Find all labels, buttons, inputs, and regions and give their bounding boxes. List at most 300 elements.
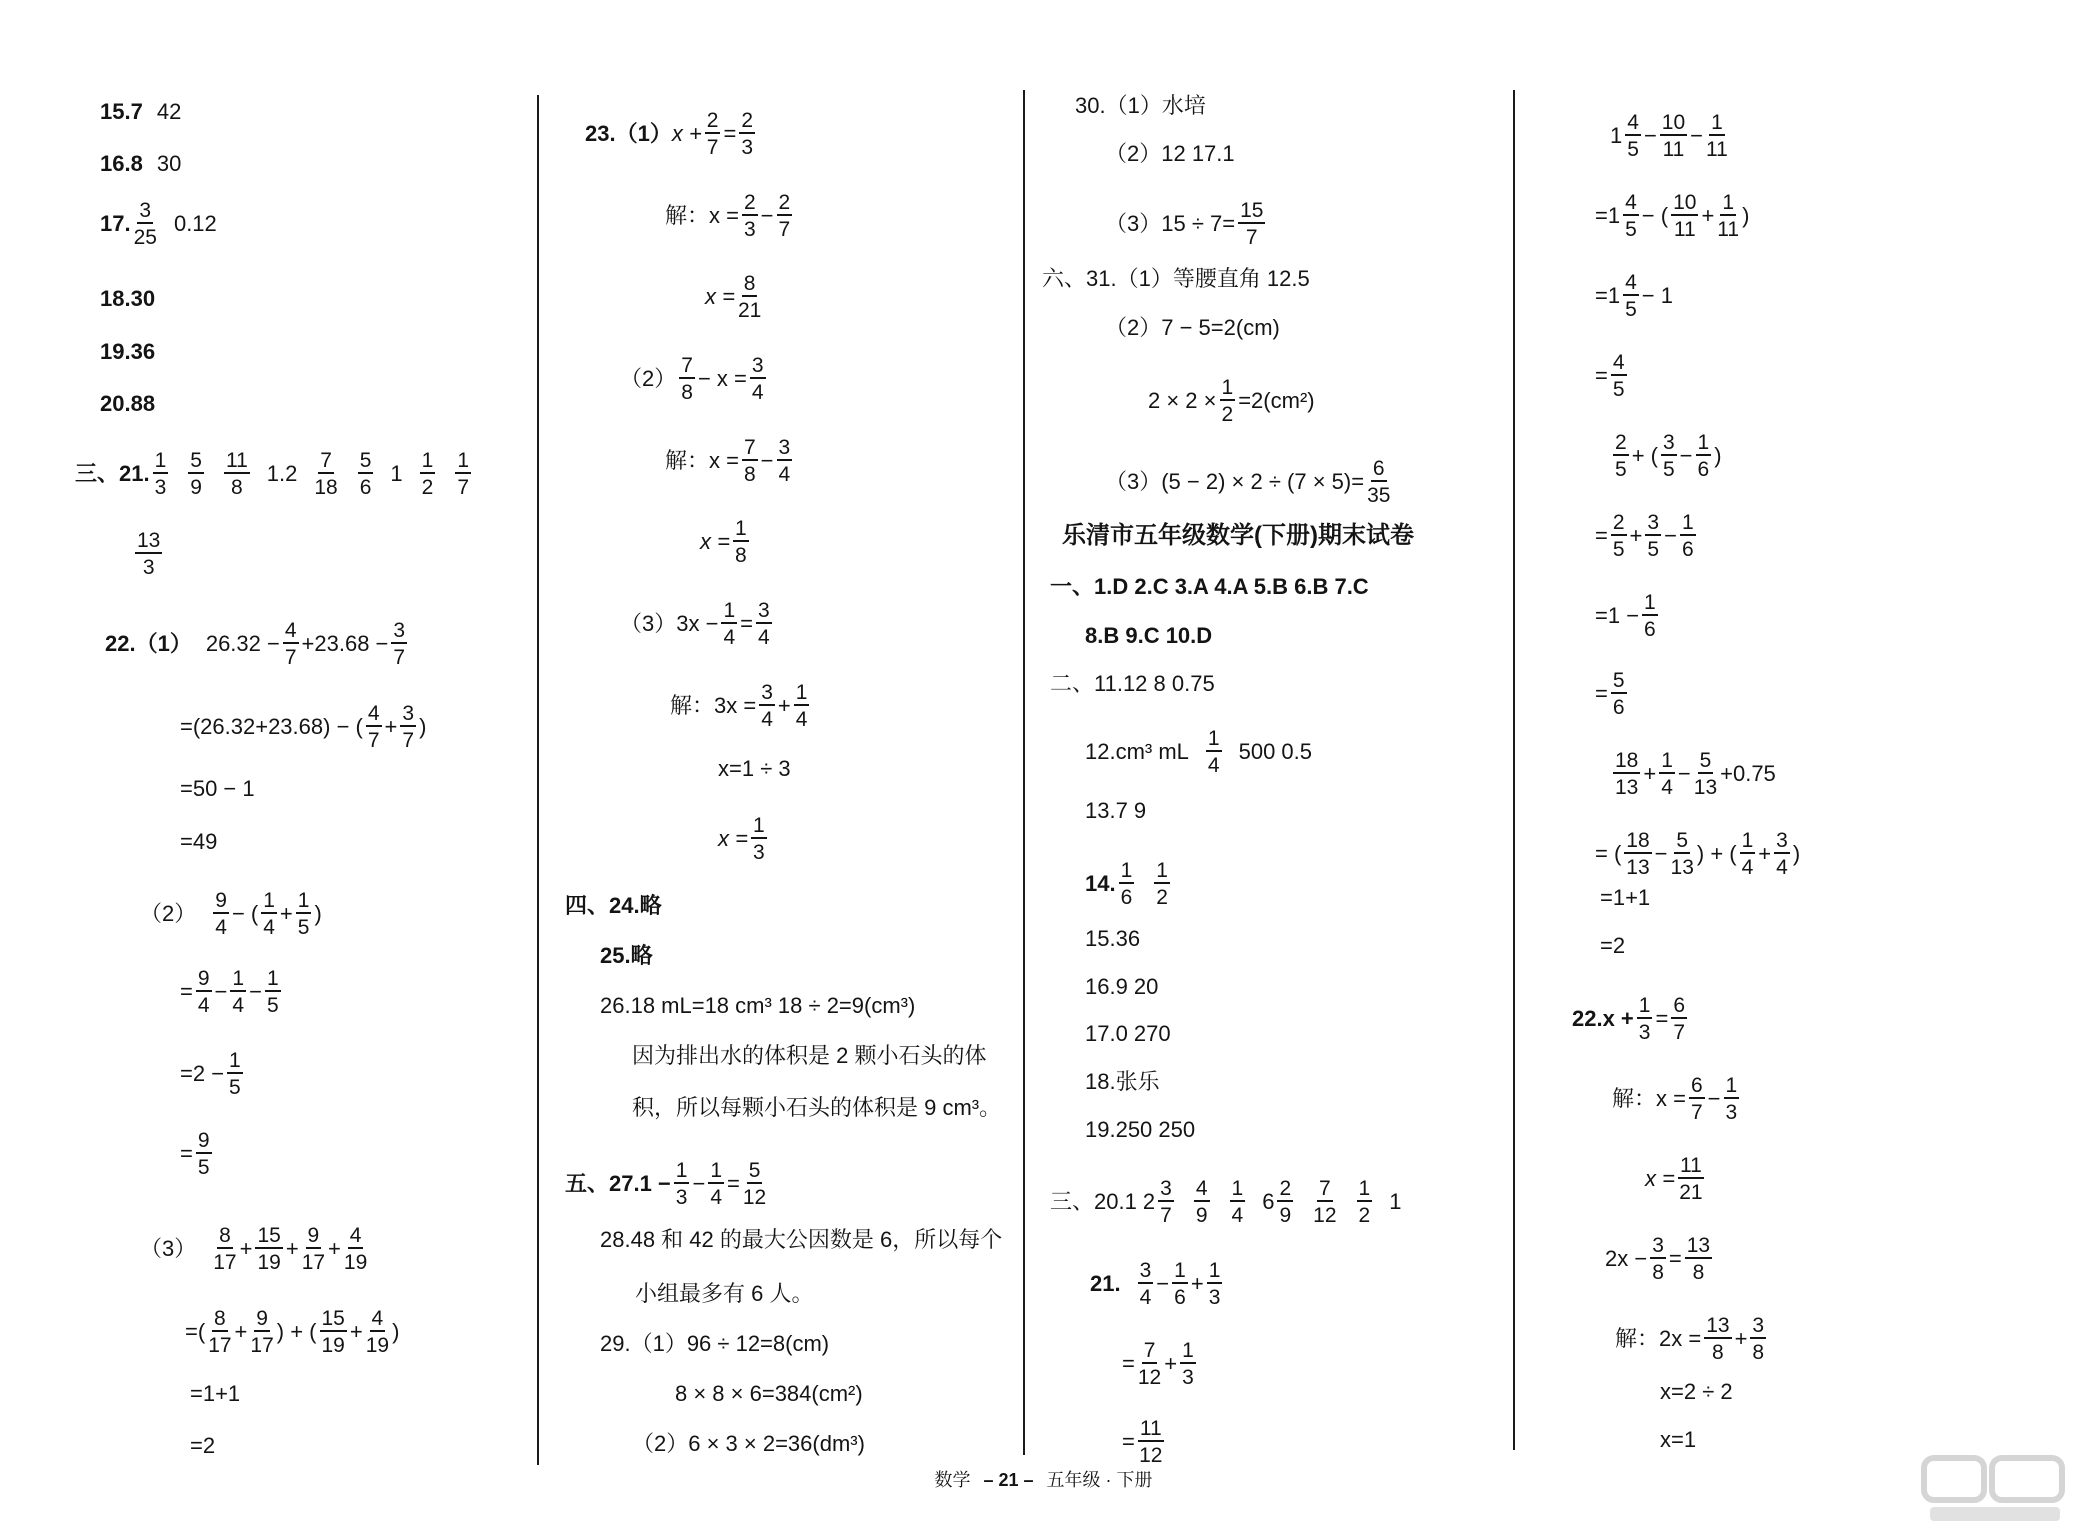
numerator: 1	[1120, 859, 1133, 882]
numerator: 9	[197, 967, 210, 990]
numerator: 11	[1679, 1154, 1702, 1177]
fraction	[759, 682, 775, 730]
denominator: 2	[1221, 403, 1234, 426]
math-text: =(26.32+23.68) − (	[180, 714, 363, 739]
denominator: 4	[1231, 1204, 1244, 1227]
math-text: 23.（1）	[585, 121, 672, 146]
denominator: 3	[1725, 1101, 1738, 1124]
numerator: 4	[1612, 351, 1625, 374]
fraction	[1694, 750, 1717, 798]
math-text: 因为排出水的体积是 2 颗小石头的体	[632, 1043, 987, 1068]
numerator: 1	[1174, 1259, 1186, 1282]
math-text: （2）6 × 3 × 2=36(dm³)	[632, 1431, 865, 1456]
numerator: 7	[1143, 1339, 1156, 1362]
math-text: 13.7 9	[1085, 798, 1147, 823]
numerator: 7	[320, 449, 332, 472]
fraction	[1706, 112, 1728, 160]
denominator: 13	[1693, 776, 1718, 799]
math-text: 二、11.12 8 0.75	[1050, 671, 1215, 696]
math-text: = (	[1595, 841, 1622, 866]
fraction	[1750, 1315, 1766, 1363]
footer-grade: 五年级 · 下册	[1046, 1470, 1153, 1490]
answer-s2-12	[1085, 728, 1312, 776]
denominator: 9	[1279, 1204, 1292, 1227]
answer-s2-17	[1085, 1020, 1171, 1048]
answer-s2-16	[1085, 973, 1158, 1001]
numerator: 1	[1208, 1259, 1221, 1282]
numerator: 3	[393, 619, 406, 642]
fraction	[1238, 200, 1265, 248]
denominator: 3	[675, 1186, 688, 1209]
math-text: + (	[1631, 443, 1658, 468]
math-text: x=2 ÷ 2	[1660, 1379, 1733, 1404]
fraction	[679, 355, 695, 403]
denominator: 5	[1612, 538, 1625, 561]
numerator: 1	[457, 449, 470, 472]
answer-26	[600, 992, 915, 1020]
numerator: 3	[1662, 431, 1675, 454]
math-text: 22.（1）	[105, 631, 192, 656]
math-text: 五、27.1 −	[565, 1171, 671, 1196]
numerator: 9	[307, 1224, 320, 1247]
fraction	[1704, 1315, 1731, 1363]
denominator: 7	[706, 136, 719, 159]
math-text: 42	[156, 99, 182, 124]
math-text: （3）	[140, 1236, 197, 1261]
numerator: 3	[1647, 511, 1660, 534]
numerator: 5	[748, 1159, 761, 1182]
fraction	[1154, 860, 1170, 908]
fraction	[1230, 1178, 1246, 1226]
numerator: 9	[256, 1307, 268, 1330]
fraction	[1625, 112, 1641, 160]
math-text: （2）7 − 5=2(cm)	[1105, 315, 1280, 340]
answer-22-2-step1: = $\frac{9}{4}$ − $\frac{1}{4}$ − $\frac{1}{5}$	[180, 967, 279, 1017]
calc-line-2: =1 $\frac{4}{5}$ − ( $\frac{10}{11}$ + $\frac{1}{11}$ )	[1595, 191, 1750, 241]
denominator: 6	[359, 476, 372, 499]
denominator: 21	[1679, 1181, 1703, 1204]
numerator: 11	[1139, 1417, 1162, 1440]
math-text: 8.B 9.C 10.D	[1085, 623, 1213, 648]
numerator: 1	[1725, 1074, 1738, 1097]
numerator: 1	[263, 889, 275, 912]
math-text: =1	[1595, 283, 1621, 308]
denominator: 6	[1612, 696, 1625, 719]
numerator: 1	[232, 967, 245, 990]
fraction	[1206, 728, 1222, 776]
numerator: 8	[219, 1224, 231, 1247]
watermark-logo-icon	[1920, 1452, 2070, 1527]
numerator: 8	[743, 272, 756, 295]
numerator: 2	[778, 191, 791, 214]
answer-s2-14	[1085, 860, 1173, 908]
fraction	[674, 1160, 690, 1208]
calc-line-1: 1 $\frac{4}{5}$ − $\frac{10}{11}$ − $\frac{1}{11}$	[1610, 111, 1728, 161]
numerator: 15	[1240, 199, 1264, 222]
math-text: 26.32 −	[205, 631, 280, 656]
math-text: 12.cm³ mL	[1085, 739, 1189, 764]
denominator: 9	[1195, 1204, 1208, 1227]
fraction	[1138, 1260, 1154, 1308]
denominator: 12	[1137, 1366, 1162, 1389]
math-text: 1	[1389, 1189, 1402, 1214]
denominator: 35	[1367, 484, 1391, 507]
math-text: 1.2	[266, 461, 298, 486]
denominator: 3	[1638, 1021, 1651, 1044]
denominator: 25	[133, 226, 157, 249]
answer-28-line2	[635, 1280, 813, 1308]
answer-23-2-step1: 解：x = $\frac{7}{8}$ − $\frac{3}{4}$	[665, 436, 791, 486]
denominator: 4	[710, 1186, 723, 1209]
denominator: 4	[263, 916, 275, 939]
calc-line-6: = $\frac{2}{5}$ + $\frac{3}{5}$ − $\frac{1}{6}$	[1595, 511, 1694, 561]
math-text: 8 × 8 × 6=384(cm²)	[675, 1381, 863, 1406]
answer-22b-equation-step3	[1660, 1426, 1696, 1454]
denominator: 3	[154, 476, 167, 499]
numerator: 1	[1221, 376, 1234, 399]
denominator: 8	[734, 544, 747, 567]
denominator: 2	[1358, 1204, 1371, 1227]
numerator: 13	[1706, 1314, 1730, 1337]
fraction	[742, 437, 758, 485]
fraction	[1357, 1178, 1373, 1226]
answer-s3-21-step1: = $\frac{7}{12}$ + $\frac{1}{3}$	[1122, 1339, 1194, 1389]
numerator: 3	[1652, 1234, 1664, 1257]
numerator: 3	[751, 354, 764, 377]
numerator: 3	[757, 599, 770, 622]
denominator: 4	[751, 381, 764, 404]
denominator: 6	[1174, 1286, 1186, 1309]
numerator: 4	[1195, 1177, 1208, 1200]
answer-26-line2	[632, 1042, 986, 1070]
denominator: 17	[301, 1251, 326, 1274]
math-text: 17.	[100, 211, 131, 236]
numerator: 5	[1676, 829, 1689, 852]
numerator: 5	[359, 449, 372, 472]
numerator: 3	[1139, 1259, 1152, 1282]
denominator: 5	[1612, 378, 1625, 401]
denominator: 6	[1697, 458, 1710, 481]
math-text: （2）	[140, 901, 197, 926]
answer-22-equation-step1: 解：x = $\frac{6}{7}$ − $\frac{1}{3}$	[1612, 1074, 1738, 1124]
denominator: 19	[343, 1251, 368, 1274]
numerator: 9	[197, 1129, 210, 1152]
answer-31-2	[1105, 314, 1280, 342]
denominator: 4	[197, 994, 210, 1017]
math-text: 四、24.略	[565, 893, 662, 918]
fraction	[733, 518, 749, 566]
section-1-answers	[1050, 573, 1369, 601]
answer-s3-21-step2: = $\frac{11}{12}$	[1122, 1417, 1163, 1467]
answer-22-equation-step2	[1645, 1155, 1707, 1203]
denominator: 5	[229, 1076, 241, 1099]
answer-25	[600, 942, 653, 970]
denominator: 6	[1681, 538, 1694, 561]
math-text: x=1	[1660, 1427, 1697, 1452]
denominator: 11	[1662, 138, 1685, 161]
fraction	[777, 437, 793, 485]
math-text: 0.12	[173, 211, 217, 236]
answer-23-3-step3	[718, 815, 770, 863]
numerator: 1	[1722, 191, 1735, 214]
fraction	[750, 355, 766, 403]
answer-23-1-step1: 解：x = $\frac{2}{3}$ − $\frac{2}{7}$	[665, 191, 791, 241]
math-text: 解：x =	[665, 448, 739, 473]
numerator: 1	[229, 1049, 241, 1072]
fraction	[1611, 512, 1627, 560]
numerator: 18	[1626, 829, 1650, 852]
numerator: 1	[421, 449, 434, 472]
numerator: 18	[1615, 749, 1639, 772]
denominator: 19	[257, 1251, 281, 1274]
numerator: 4	[371, 1307, 384, 1330]
math-text: x +	[671, 121, 702, 146]
math-text: （2）	[620, 366, 677, 391]
answer-30-3	[1105, 200, 1268, 248]
fraction	[1613, 432, 1629, 480]
denominator: 7	[457, 476, 470, 499]
answer-s2-13	[1085, 797, 1146, 825]
fraction	[743, 1160, 766, 1208]
fraction	[777, 192, 793, 240]
denominator: 19	[321, 1334, 345, 1357]
answer-29	[600, 1330, 829, 1358]
fraction	[1642, 592, 1658, 640]
numerator: 11	[225, 449, 248, 472]
math-text: =2	[1600, 933, 1626, 958]
math-text: （3）15 ÷ 7=	[1105, 211, 1236, 236]
fraction	[1158, 1178, 1174, 1226]
fraction	[794, 682, 810, 730]
fraction	[1611, 670, 1627, 718]
numerator: 1	[1231, 1177, 1244, 1200]
denominator: 3	[1182, 1366, 1194, 1389]
numerator: 1	[1207, 727, 1220, 750]
denominator: 7	[1160, 1204, 1172, 1227]
answer-s3-20	[1050, 1178, 1401, 1226]
fraction	[1277, 1178, 1293, 1226]
denominator: 7	[402, 729, 415, 752]
fraction	[1660, 112, 1687, 160]
numerator: 6	[1690, 1074, 1703, 1097]
math-text: 18.30	[100, 286, 156, 311]
calc-line-8: = $\frac{5}{6}$	[1595, 669, 1625, 719]
denominator: 7	[367, 729, 380, 752]
denominator: 13	[1670, 856, 1694, 879]
fraction	[1138, 1340, 1161, 1388]
math-text: 2 × 2 ×	[1148, 388, 1217, 413]
denominator: 3	[741, 136, 754, 159]
math-text: 21.	[1090, 1271, 1121, 1296]
answer-22-2-step3: = $\frac{9}{5}$	[180, 1129, 210, 1179]
fraction	[1313, 1178, 1336, 1226]
denominator: 3	[142, 556, 155, 579]
math-text: 15.36	[1085, 926, 1141, 951]
denominator: 8	[1712, 1341, 1724, 1364]
answer-s2-15	[1085, 925, 1140, 953]
math-text: 500 0.5	[1238, 739, 1313, 764]
denominator: 4	[757, 626, 770, 649]
answer-23-3-step1: 解：3x = $\frac{3}{4}$ + $\frac{1}{4}$	[670, 681, 808, 731]
math-text: （3）3x −	[620, 611, 719, 636]
math-text: +	[384, 714, 398, 739]
fraction	[1650, 1235, 1666, 1283]
math-text: 22.x +	[1572, 1006, 1634, 1031]
fraction	[1624, 830, 1651, 878]
answer-31-3	[1105, 458, 1393, 506]
numerator: 1	[1741, 829, 1754, 852]
denominator: 5	[1627, 138, 1639, 161]
math-text: x =	[705, 284, 735, 309]
fraction	[1613, 750, 1640, 798]
numerator: 1	[723, 599, 736, 622]
numerator: 1	[710, 1159, 723, 1182]
answer-29-line2	[675, 1380, 863, 1408]
numerator: 3	[1776, 829, 1788, 852]
fraction	[721, 600, 737, 648]
calc-line-9: $\frac{18}{13}$ + $\frac{1}{4}$ − $\frac{5}{13}$ +0.75	[1615, 749, 1776, 799]
answer-31-2-step	[1148, 377, 1315, 425]
answer-23-3-step2	[718, 755, 791, 783]
numerator: 4	[349, 1224, 362, 1247]
math-text: )	[1792, 841, 1801, 866]
numerator: 3	[139, 199, 152, 222]
denominator: 12	[742, 1186, 767, 1209]
math-text: （3）(5 − 2) × 2 ÷ (7 × 5)=	[1105, 469, 1365, 494]
numerator: 4	[1627, 111, 1639, 134]
answer-s2-18	[1085, 1068, 1160, 1096]
math-text: 17.0 270	[1085, 1021, 1171, 1046]
fraction	[1774, 830, 1790, 878]
denominator: 6	[1120, 886, 1133, 909]
numerator: 8	[214, 1307, 226, 1330]
numerator: 1	[1711, 111, 1723, 134]
fraction	[742, 192, 758, 240]
denominator: 2	[1156, 886, 1168, 909]
numerator: 1	[1358, 1177, 1371, 1200]
numerator: 4	[1625, 191, 1637, 214]
fraction	[1685, 1235, 1712, 1283]
math-text: ) + (	[1696, 841, 1737, 866]
column-divider-2	[1023, 90, 1025, 1455]
answer-24	[565, 892, 662, 920]
fraction	[1138, 1418, 1164, 1466]
answer-30-1	[1075, 92, 1206, 120]
denominator: 6	[1644, 618, 1656, 641]
math-text: 六、31.（1）等腰直角 12.5	[1042, 266, 1310, 291]
denominator: 4	[1139, 1286, 1152, 1309]
math-text: =1+1	[190, 1381, 241, 1406]
math-text: =2 −	[180, 1061, 225, 1086]
denominator: 4	[215, 916, 227, 939]
math-text: − (	[231, 901, 259, 926]
calc-line-4: = $\frac{4}{5}$	[1595, 351, 1625, 401]
fraction	[1180, 1340, 1196, 1388]
fraction	[1220, 377, 1236, 425]
answer-28	[600, 1226, 1002, 1254]
math-text: x =	[718, 826, 748, 851]
numerator: 13	[1686, 1234, 1711, 1257]
numerator: 6	[1372, 457, 1385, 480]
fraction	[1724, 1075, 1740, 1123]
denominator: 5	[1647, 538, 1660, 561]
numerator: 1	[1681, 511, 1694, 534]
math-text: − 1	[1641, 283, 1673, 308]
answer-22b-equation-step2	[1660, 1378, 1733, 1406]
numerator: 1	[1182, 1339, 1194, 1362]
math-text: 26.18 mL=18 cm³ 18 ÷ 2=9(cm³)	[600, 993, 916, 1018]
fraction	[1717, 192, 1739, 240]
calc-line-12	[1600, 932, 1625, 960]
answer-22-2: （2） $\frac{9}{4}$ − ( $\frac{1}{4}$ + $\frac{1}{5}$ )	[140, 889, 322, 939]
page-number: – 21 –	[983, 1470, 1034, 1490]
denominator: 17	[250, 1334, 274, 1357]
denominator: 7	[393, 646, 406, 669]
math-text: 19.250 250	[1085, 1117, 1196, 1142]
numerator: 1	[1156, 859, 1168, 882]
numerator: 1	[1644, 591, 1656, 614]
denominator: 7	[1690, 1101, 1703, 1124]
exam-title	[1062, 522, 1414, 550]
denominator: 11	[1673, 218, 1696, 241]
denominator: 4	[232, 994, 245, 1017]
fraction	[1645, 512, 1661, 560]
math-text: 19.36	[100, 339, 156, 364]
numerator: 2	[743, 191, 756, 214]
denominator: 8	[231, 476, 243, 499]
math-text: 16.8	[100, 151, 143, 176]
denominator: 5	[1662, 458, 1675, 481]
math-text: （2）12 17.1	[1105, 141, 1235, 166]
answer-29-line3	[632, 1430, 865, 1458]
math-text: =	[180, 979, 193, 1004]
numerator: 2	[706, 109, 719, 132]
fraction	[1740, 830, 1756, 878]
fraction	[705, 110, 721, 158]
fraction	[756, 600, 772, 648]
denominator: 13	[1626, 856, 1650, 879]
fraction	[1172, 1260, 1188, 1308]
fraction	[738, 273, 761, 321]
denominator: 7	[1245, 226, 1258, 249]
numerator: 5	[1612, 669, 1625, 692]
numerator: 5	[1699, 749, 1712, 772]
numerator: 3	[778, 436, 791, 459]
math-text: 解：x =	[1612, 1086, 1686, 1111]
fraction	[751, 815, 767, 863]
fraction	[1659, 750, 1675, 798]
denominator: 3	[743, 218, 756, 241]
denominator: 19	[365, 1334, 390, 1357]
calc-line-3	[1595, 272, 1673, 320]
denominator: 4	[1661, 776, 1673, 799]
math-text: 一、1.D 2.C 3.A 4.A 5.B 6.B 7.C	[1050, 574, 1369, 599]
fraction	[1678, 1155, 1704, 1203]
answer-30-2	[1105, 140, 1235, 168]
denominator: 7	[1673, 1021, 1686, 1044]
denominator: 11	[1717, 218, 1740, 241]
denominator: 8	[1652, 1261, 1664, 1284]
math-text: =1	[1595, 203, 1621, 228]
numerator: 2	[741, 109, 754, 132]
numerator: 13	[137, 529, 161, 552]
fraction	[1611, 352, 1627, 400]
denominator: 3	[752, 841, 765, 864]
fraction	[739, 110, 755, 158]
math-text: 乐清市五年级数学(下册)期末试卷	[1062, 522, 1414, 549]
denominator: 5	[197, 1156, 210, 1179]
denominator: 5	[266, 994, 279, 1017]
